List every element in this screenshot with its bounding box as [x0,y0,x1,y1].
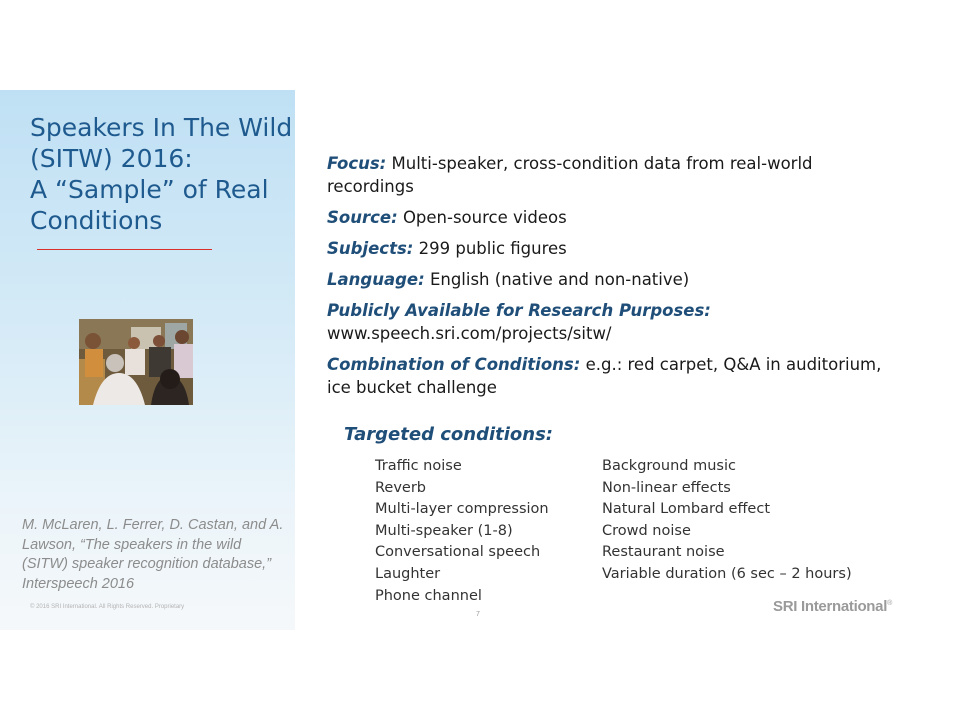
condition-item: Background music [602,458,736,474]
info-item-source [327,206,887,229]
condition-item: Phone channel [375,587,482,604]
info-list [327,152,887,407]
info-item-subjects [327,237,887,260]
condition-item: Laughter [375,565,441,582]
title-line: Conditions [30,206,163,235]
title-line: Speakers In The Wild [30,113,293,142]
info-text: Open-source videos [402,208,567,227]
group-photo [79,319,193,405]
slide [0,90,960,630]
info-text: Multi-speaker, cross-condition data from real-world recordings [327,154,813,196]
info-label: Combination of Conditions: [327,355,581,374]
title-line: (SITW) 2016: [30,144,193,173]
title-line: A “Sample” of Real [30,175,269,204]
info-url: www.speech.sri.com/projects/sitw/ [327,324,612,343]
citation: M. McLaren, L. Ferrer, D. Castan, and A. Lawson, “The speakers in the wild (SITW) speaker recognition database,” Interspeech 2016 [22,517,284,592]
page-number: 7 [476,611,480,618]
condition-item: Natural Lombard effect [602,501,771,518]
trademark-mark: ® [887,600,892,607]
condition-item: Restaurant noise [602,544,725,561]
conditions-list-left [375,456,549,607]
logo-text: SRI International [773,598,888,615]
condition-item: Reverb [375,479,427,496]
slide-title [30,112,293,236]
info-item-conditions [327,353,887,399]
title-underline [37,249,212,250]
condition-item: Multi-layer compression [375,501,549,518]
info-text: 299 public figures [418,239,567,258]
sri-logo [773,598,892,615]
info-item-language [327,268,887,291]
condition-item: Traffic noise [375,458,462,474]
conditions-list-right [602,456,852,586]
condition-item: Non-linear effects [602,479,731,496]
info-label: Source: [327,208,398,227]
info-text: e.g.: red carpet, Q&A in auditorium, ice bucket challenge [327,355,882,397]
copyright-notice: © 2016 SRI International. All Rights Reserved. Proprietary [30,604,185,610]
info-label: Focus: [327,154,387,173]
info-item-focus [327,152,887,198]
left-panel [0,90,295,630]
condition-item: Conversational speech [375,544,541,561]
info-label: Subjects: [327,239,414,258]
condition-item: Multi-speaker (1-8) [375,522,513,539]
targeted-conditions-heading: Targeted conditions: [344,424,553,445]
info-label: Publicly Available for Research Purposes: [327,301,711,320]
info-text: English (native and non-native) [429,270,690,289]
info-item-availability [327,299,887,345]
info-label: Language: [327,270,425,289]
condition-item: Variable duration (6 sec – 2 hours) [602,565,852,582]
condition-item: Crowd noise [602,522,691,539]
